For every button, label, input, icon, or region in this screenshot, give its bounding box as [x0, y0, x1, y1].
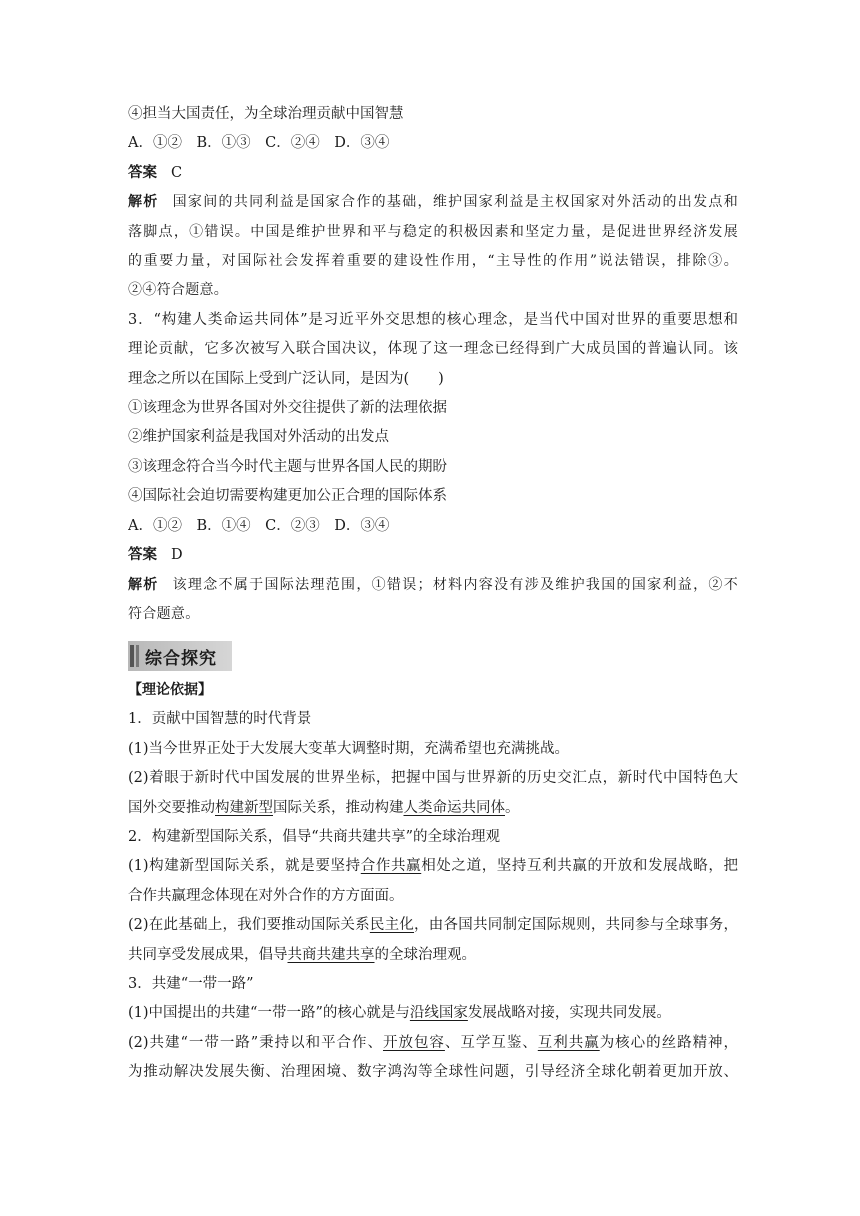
q3-options: A．①② B．①④ C．②③ D．③④	[128, 517, 390, 534]
point-2-title: 2．构建新型国际关系，倡导“共商共建共享”的全球治理观	[128, 828, 501, 845]
q2-item-4: ④担当大国责任，为全球治理贡献中国智慧	[128, 106, 404, 122]
key-term: 合作共赢	[360, 858, 422, 875]
q3-item-3: ③该理念符合当今时代主题与世界各国人民的期盼	[128, 458, 447, 475]
answer-label: 答案	[128, 547, 157, 564]
q3-item-2: ②维护国家利益是我国对外活动的出发点	[128, 429, 389, 446]
point-1-a: (1)当今世界正处于大发展大变革大调整时期，充满希望也充满挑战。	[128, 740, 570, 757]
key-term: 沿线国家	[409, 1005, 468, 1022]
q3-stem-line-2: 理论贡献，它多次被写入联合国决议，体现了这一理念已经得到广大成员国的普遍认同。该	[128, 341, 738, 358]
point-2-a-line-2: 合作共赢理念体现在对外合作的方方面面。	[128, 887, 404, 904]
point-3-title: 3．共建“一带一路”	[128, 975, 254, 992]
point-3-a: (1)中国提出的共建“一带一路”的核心就是与沿线国家发展战略对接，实现共同发展。	[128, 1005, 671, 1022]
key-term: 共商共建共享	[287, 946, 375, 963]
q2-analysis-line-1: 解析 国家间的共同利益是国家合作的基础，维护国家利益是主权国家对外活动的出发点和	[128, 194, 738, 211]
point-3-b-line-1: (2)共建“一带一路”秉持以和平合作、开放包容、互学互鉴、互利共赢为核心的丝路精神，	[128, 1034, 738, 1051]
point-3-b-line-2: 为推动解决发展失衡、治理困境、数字鸿沟等全球性问题，引导经济全球化朝着更加开放、	[128, 1064, 738, 1081]
q2-analysis-line-4: ②④符合题意。	[128, 282, 229, 299]
q3-stem-line-1: 3．“构建人类命运共同体”是习近平外交思想的核心理念，是当代中国对世界的重要思想和	[128, 311, 738, 328]
point-2-a-line-1: (1)构建新型国际关系，就是要坚持合作共赢相处之道，坚持互利共赢的开放和发展战略，把	[128, 858, 738, 875]
answer-value: D	[171, 547, 183, 564]
point-1-b-line-2: 国外交要推动构建新型国际关系，推动构建人类命运共同体。	[128, 799, 520, 816]
q3-analysis-line-2: 符合题意。	[128, 605, 200, 622]
answer-value: C	[171, 164, 183, 181]
analysis-label: 解析	[128, 576, 159, 593]
point-1-title: 1．贡献中国智慧的时代背景	[128, 711, 312, 728]
q2-analysis-line-3: 的重要力量，对国际社会发挥着重要的建设性作用，“主导性的作用”说法错误，排除③。	[128, 253, 738, 270]
point-2-b-line-1: (2)在此基础上，我们要推动国际关系民主化，由各国共同制定国际规则，共同参与全球事务，	[128, 917, 738, 934]
key-term: 人类命运共同体	[403, 799, 505, 816]
q2-answer	[128, 159, 738, 188]
key-term: 互利共赢	[537, 1034, 600, 1051]
page-content	[128, 100, 738, 1088]
q3-item-1: ①该理念为世界各国对外交往提供了新的法理依据	[128, 400, 447, 417]
q2-analysis-line-2: 落脚点，①错误。中国是维护世界和平与稳定的积极因素和坚定力量，是促进世界经济发展	[128, 223, 738, 240]
section-marker-icon	[130, 645, 139, 667]
section-title: 综合探究	[145, 648, 217, 669]
key-term: 构建新型	[215, 799, 273, 816]
section-header	[128, 641, 232, 671]
point-2-b-line-2: 共同享受发展成果，倡导共商共建共享的全球治理观。	[128, 946, 476, 963]
key-term: 民主化	[369, 917, 415, 934]
point-1-b-line-1: (2)着眼于新时代中国发展的世界坐标，把握中国与世界新的历史交汇点，新时代中国特色大	[128, 770, 738, 787]
q3-answer	[128, 541, 738, 570]
answer-label: 答案	[128, 164, 157, 181]
analysis-label: 解析	[128, 194, 159, 211]
q3-item-4: ④国际社会迫切需要构建更加公正合理的国际体系	[128, 488, 447, 505]
q3-stem-line-3: 理念之所以在国际上受到广泛认同，是因为( )	[128, 370, 444, 387]
key-term: 开放包容	[382, 1034, 445, 1051]
subheading: 【理论依据】	[128, 682, 212, 699]
q3-analysis-line-1: 解析 该理念不属于国际法理范围，①错误；材料内容没有涉及维护我国的国家利益，②不	[128, 576, 738, 593]
q2-options: A．①② B．①③ C．②④ D．③④	[128, 135, 390, 152]
